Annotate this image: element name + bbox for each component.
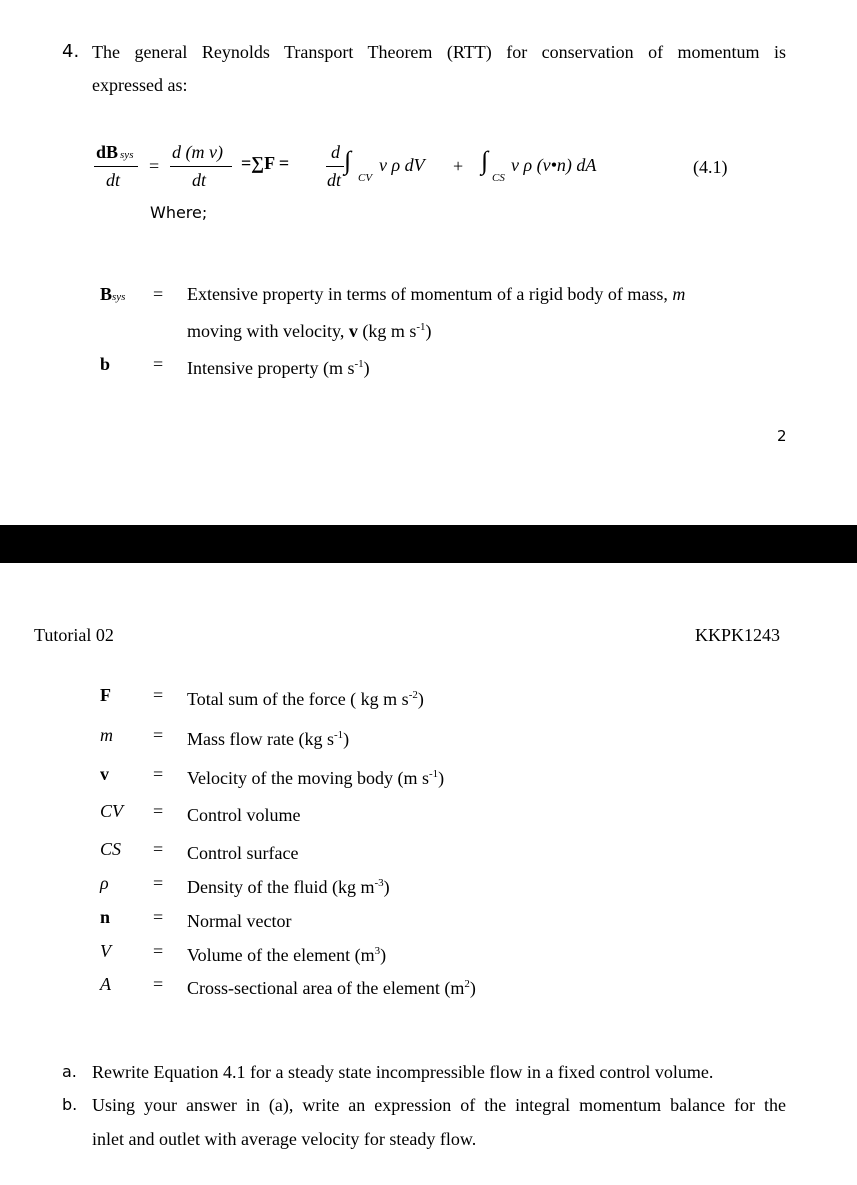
int-fraction-bar bbox=[326, 166, 344, 167]
def-equals: = bbox=[153, 974, 164, 994]
def-symbol: ρ bbox=[100, 873, 109, 893]
def-symbol: CV bbox=[100, 801, 124, 821]
sum-of-forces: =∑F = bbox=[241, 153, 290, 173]
cv-subscript: CV bbox=[358, 172, 373, 184]
subquestion-a-text: Rewrite Equation 4.1 for a steady state incompressible flow in a fixed control volume. bbox=[92, 1062, 714, 1082]
def-text: Normal vector bbox=[187, 911, 292, 931]
def-symbol-b: b bbox=[100, 354, 111, 374]
def-equals: = bbox=[153, 839, 164, 859]
def-symbol: n bbox=[100, 907, 111, 927]
integral-sign-cv: ∫ bbox=[344, 146, 352, 175]
cv-term: v ρ dV bbox=[379, 155, 425, 175]
lhs-denominator: dt bbox=[106, 170, 121, 190]
question-text-line1: The general Reynolds Transport Theorem (RTT) for conservation of momentum is bbox=[92, 42, 786, 62]
def-symbol-bsys: Bsys bbox=[100, 284, 126, 304]
equation-number: (4.1) bbox=[693, 157, 728, 177]
def-text: Density of the fluid (kg $m^{-3}$) bbox=[187, 877, 390, 897]
def-symbol: F bbox=[100, 685, 111, 705]
def-equals: = bbox=[153, 764, 164, 784]
int-denominator: dt bbox=[327, 170, 342, 190]
int-numerator: d bbox=[331, 142, 340, 162]
def-equals: = bbox=[153, 284, 164, 304]
def-equals: = bbox=[153, 941, 164, 961]
subquestion-b-label: b. bbox=[62, 1095, 78, 1114]
plus-sign: + bbox=[453, 156, 464, 176]
page-separator bbox=[0, 525, 857, 563]
def-text-bsys-line1: Extensive property in terms of momentum of a rigid body of mass, m bbox=[187, 284, 686, 304]
subquestion-b-text-line2: inlet and outlet with average velocity for steady flow. bbox=[92, 1129, 477, 1149]
def-equals: = bbox=[153, 354, 164, 374]
question-number: 4. bbox=[62, 41, 80, 62]
def-equals: = bbox=[153, 873, 164, 893]
def-text-b: Intensive property (m $s^{-1}$) bbox=[187, 358, 370, 378]
mid-denominator: dt bbox=[192, 170, 207, 190]
mid-numerator: d (m v) bbox=[172, 142, 223, 162]
def-equals: = bbox=[153, 725, 164, 745]
def-symbol: m bbox=[100, 725, 113, 745]
def-text: Total sum of the force ( kg m $s^{-2}$) bbox=[187, 689, 424, 709]
lhs-numerator: dB sys bbox=[96, 142, 134, 162]
subquestion-a-label: a. bbox=[62, 1062, 77, 1081]
def-text: Velocity of the moving body (m $s^{-1}$) bbox=[187, 768, 445, 788]
def-text: Cross-sectional area of the element $(m^2)$ bbox=[187, 978, 476, 998]
integral-sign-cs: ∫ bbox=[481, 146, 489, 175]
def-symbol: A bbox=[100, 974, 111, 994]
def-text-bsys-line2: moving with velocity, v (kg m $s^{-1}$) bbox=[187, 321, 432, 341]
def-symbol: V bbox=[100, 941, 111, 961]
def-text: Control volume bbox=[187, 805, 301, 825]
def-equals: = bbox=[153, 685, 164, 705]
header-left: Tutorial 02 bbox=[34, 625, 114, 645]
def-symbol: CS bbox=[100, 839, 122, 859]
page-number: 2 bbox=[777, 427, 787, 445]
def-text: Volume of the element $(m^3)$ bbox=[187, 945, 387, 965]
def-symbol: v bbox=[100, 764, 109, 784]
question-text-line2: expressed as: bbox=[92, 75, 188, 95]
def-text: Mass flow rate (kg $s^{-1}$) bbox=[187, 729, 350, 749]
def-equals: = bbox=[153, 801, 164, 821]
cs-subscript: CS bbox=[492, 172, 505, 184]
def-equals: = bbox=[153, 907, 164, 927]
equals-sign: = bbox=[149, 156, 160, 176]
where-label: Where; bbox=[150, 203, 208, 222]
lhs-fraction-bar bbox=[94, 166, 138, 167]
mid-fraction-bar bbox=[170, 166, 232, 167]
subquestion-b-text-line1: Using your answer in (a), write an expression of the integral momentum balance for the bbox=[92, 1095, 786, 1115]
header-right: KKPK1243 bbox=[695, 625, 781, 645]
def-text: Control surface bbox=[187, 843, 299, 863]
cs-term: v ρ (v•n) dA bbox=[511, 155, 597, 175]
